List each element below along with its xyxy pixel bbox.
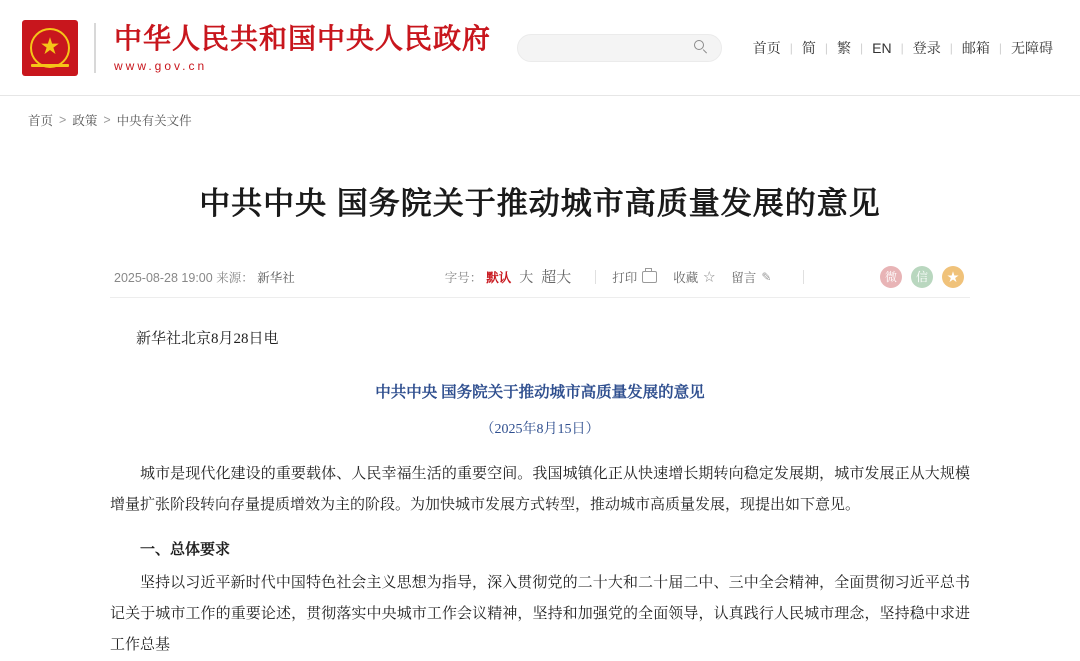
nav-item-home[interactable]: 首页	[752, 40, 781, 56]
nav-item-simplified[interactable]: 简	[801, 40, 816, 56]
search-icon-handle	[702, 49, 707, 54]
breadcrumb-separator: >	[103, 113, 111, 127]
favorite-label: 收藏	[673, 270, 699, 285]
breadcrumb-separator: >	[59, 113, 67, 127]
article-meta-bar	[110, 256, 970, 298]
article-meta-left	[114, 268, 295, 286]
share-group	[871, 266, 964, 288]
meta-divider	[595, 270, 596, 284]
header-nav	[744, 38, 1062, 58]
nav-item-traditional[interactable]: 繁	[837, 40, 852, 56]
section-heading: 一、总体要求	[140, 542, 231, 558]
wechat-share-icon[interactable]: 信	[911, 266, 933, 288]
breadcrumb-item-home[interactable]: 首页	[28, 114, 54, 128]
print-label: 打印	[612, 270, 638, 285]
fontsize-label: 字号：	[444, 270, 483, 285]
document-date: （2025年8月15日）	[480, 422, 600, 437]
favorite-button[interactable]	[673, 268, 715, 286]
comment-label: 留言	[731, 270, 757, 285]
weibo-share-icon[interactable]: 微	[880, 266, 902, 288]
nav-separator: |	[824, 41, 829, 55]
search-box[interactable]	[517, 34, 722, 62]
site-header	[0, 0, 1080, 95]
site-title: 中华人民共和国中央人民政府	[114, 22, 492, 54]
nav-item-accessibility[interactable]: 无障碍	[1011, 40, 1053, 56]
nav-item-english[interactable]: EN	[872, 40, 892, 56]
nav-separator: |	[900, 41, 904, 55]
meta-divider	[803, 270, 804, 284]
paragraph: 城市是现代化建设的重要载体、人民幸福生活的重要空间。我国城镇化正从快速增长期转向稳定发展期，城市发展正从大规模增量扩张阶段转向存量提质增效为主的阶段。为加快城市发展方式转型，推动城市高质量发展，现提出如下意见。	[110, 466, 970, 513]
fontsize-default-button[interactable]: 默认	[486, 270, 512, 285]
breadcrumb-item-central-documents[interactable]: 中央有关文件	[116, 114, 192, 128]
printer-icon	[642, 271, 657, 283]
document-title: 中共中央 国务院关于推动城市高质量发展的意见	[375, 384, 705, 401]
nav-separator: |	[860, 41, 864, 55]
nav-separator: |	[789, 41, 793, 55]
national-emblem-icon	[22, 20, 78, 76]
nav-item-login[interactable]: 登录	[912, 40, 941, 56]
breadcrumb-item-policy[interactable]: 政策	[72, 114, 98, 128]
dateline: 新华社北京8月28日电	[136, 331, 279, 347]
article-body	[110, 324, 970, 661]
nav-separator: |	[998, 41, 1002, 55]
source-value: 新华社	[257, 270, 295, 285]
article-meta-tools	[445, 266, 821, 287]
breadcrumb	[0, 96, 1080, 144]
pencil-icon: ✎	[761, 269, 772, 284]
nav-separator: |	[949, 41, 953, 55]
header-right	[517, 34, 1062, 62]
comment-button[interactable]	[731, 268, 771, 286]
star-outline-icon: ☆	[703, 270, 716, 284]
emblem-star: ★	[40, 36, 60, 58]
favorite-share-icon[interactable]: ★	[942, 266, 964, 288]
site-branding	[94, 23, 491, 73]
source-label: 来源：	[216, 270, 254, 285]
site-url: www.gov.cn	[114, 58, 208, 73]
fontsize-xlarge-button[interactable]: 超大	[541, 269, 572, 286]
search-input[interactable]	[532, 35, 696, 63]
fontsize-large-button[interactable]: 大	[519, 268, 534, 285]
nav-item-mail[interactable]: 邮箱	[961, 40, 990, 56]
page-title: 中共中央 国务院关于推动城市高质量发展的意见	[199, 186, 881, 221]
article	[110, 182, 970, 661]
search-icon[interactable]	[694, 40, 709, 55]
emblem-base	[31, 64, 69, 67]
print-button[interactable]	[612, 268, 657, 286]
paragraph: 坚持以习近平新时代中国特色社会主义思想为指导，深入贯彻党的二十大和二十届二中、三中全会精神，全面贯彻习近平总书记关于城市工作的重要论述，贯彻落实中央城市工作会议精神，坚持和加强党的全面领导，认真践行人民城市理念，坚持稳中求进工作总基	[110, 575, 970, 653]
publish-datetime: 2025-08-28 19:00	[114, 270, 213, 285]
